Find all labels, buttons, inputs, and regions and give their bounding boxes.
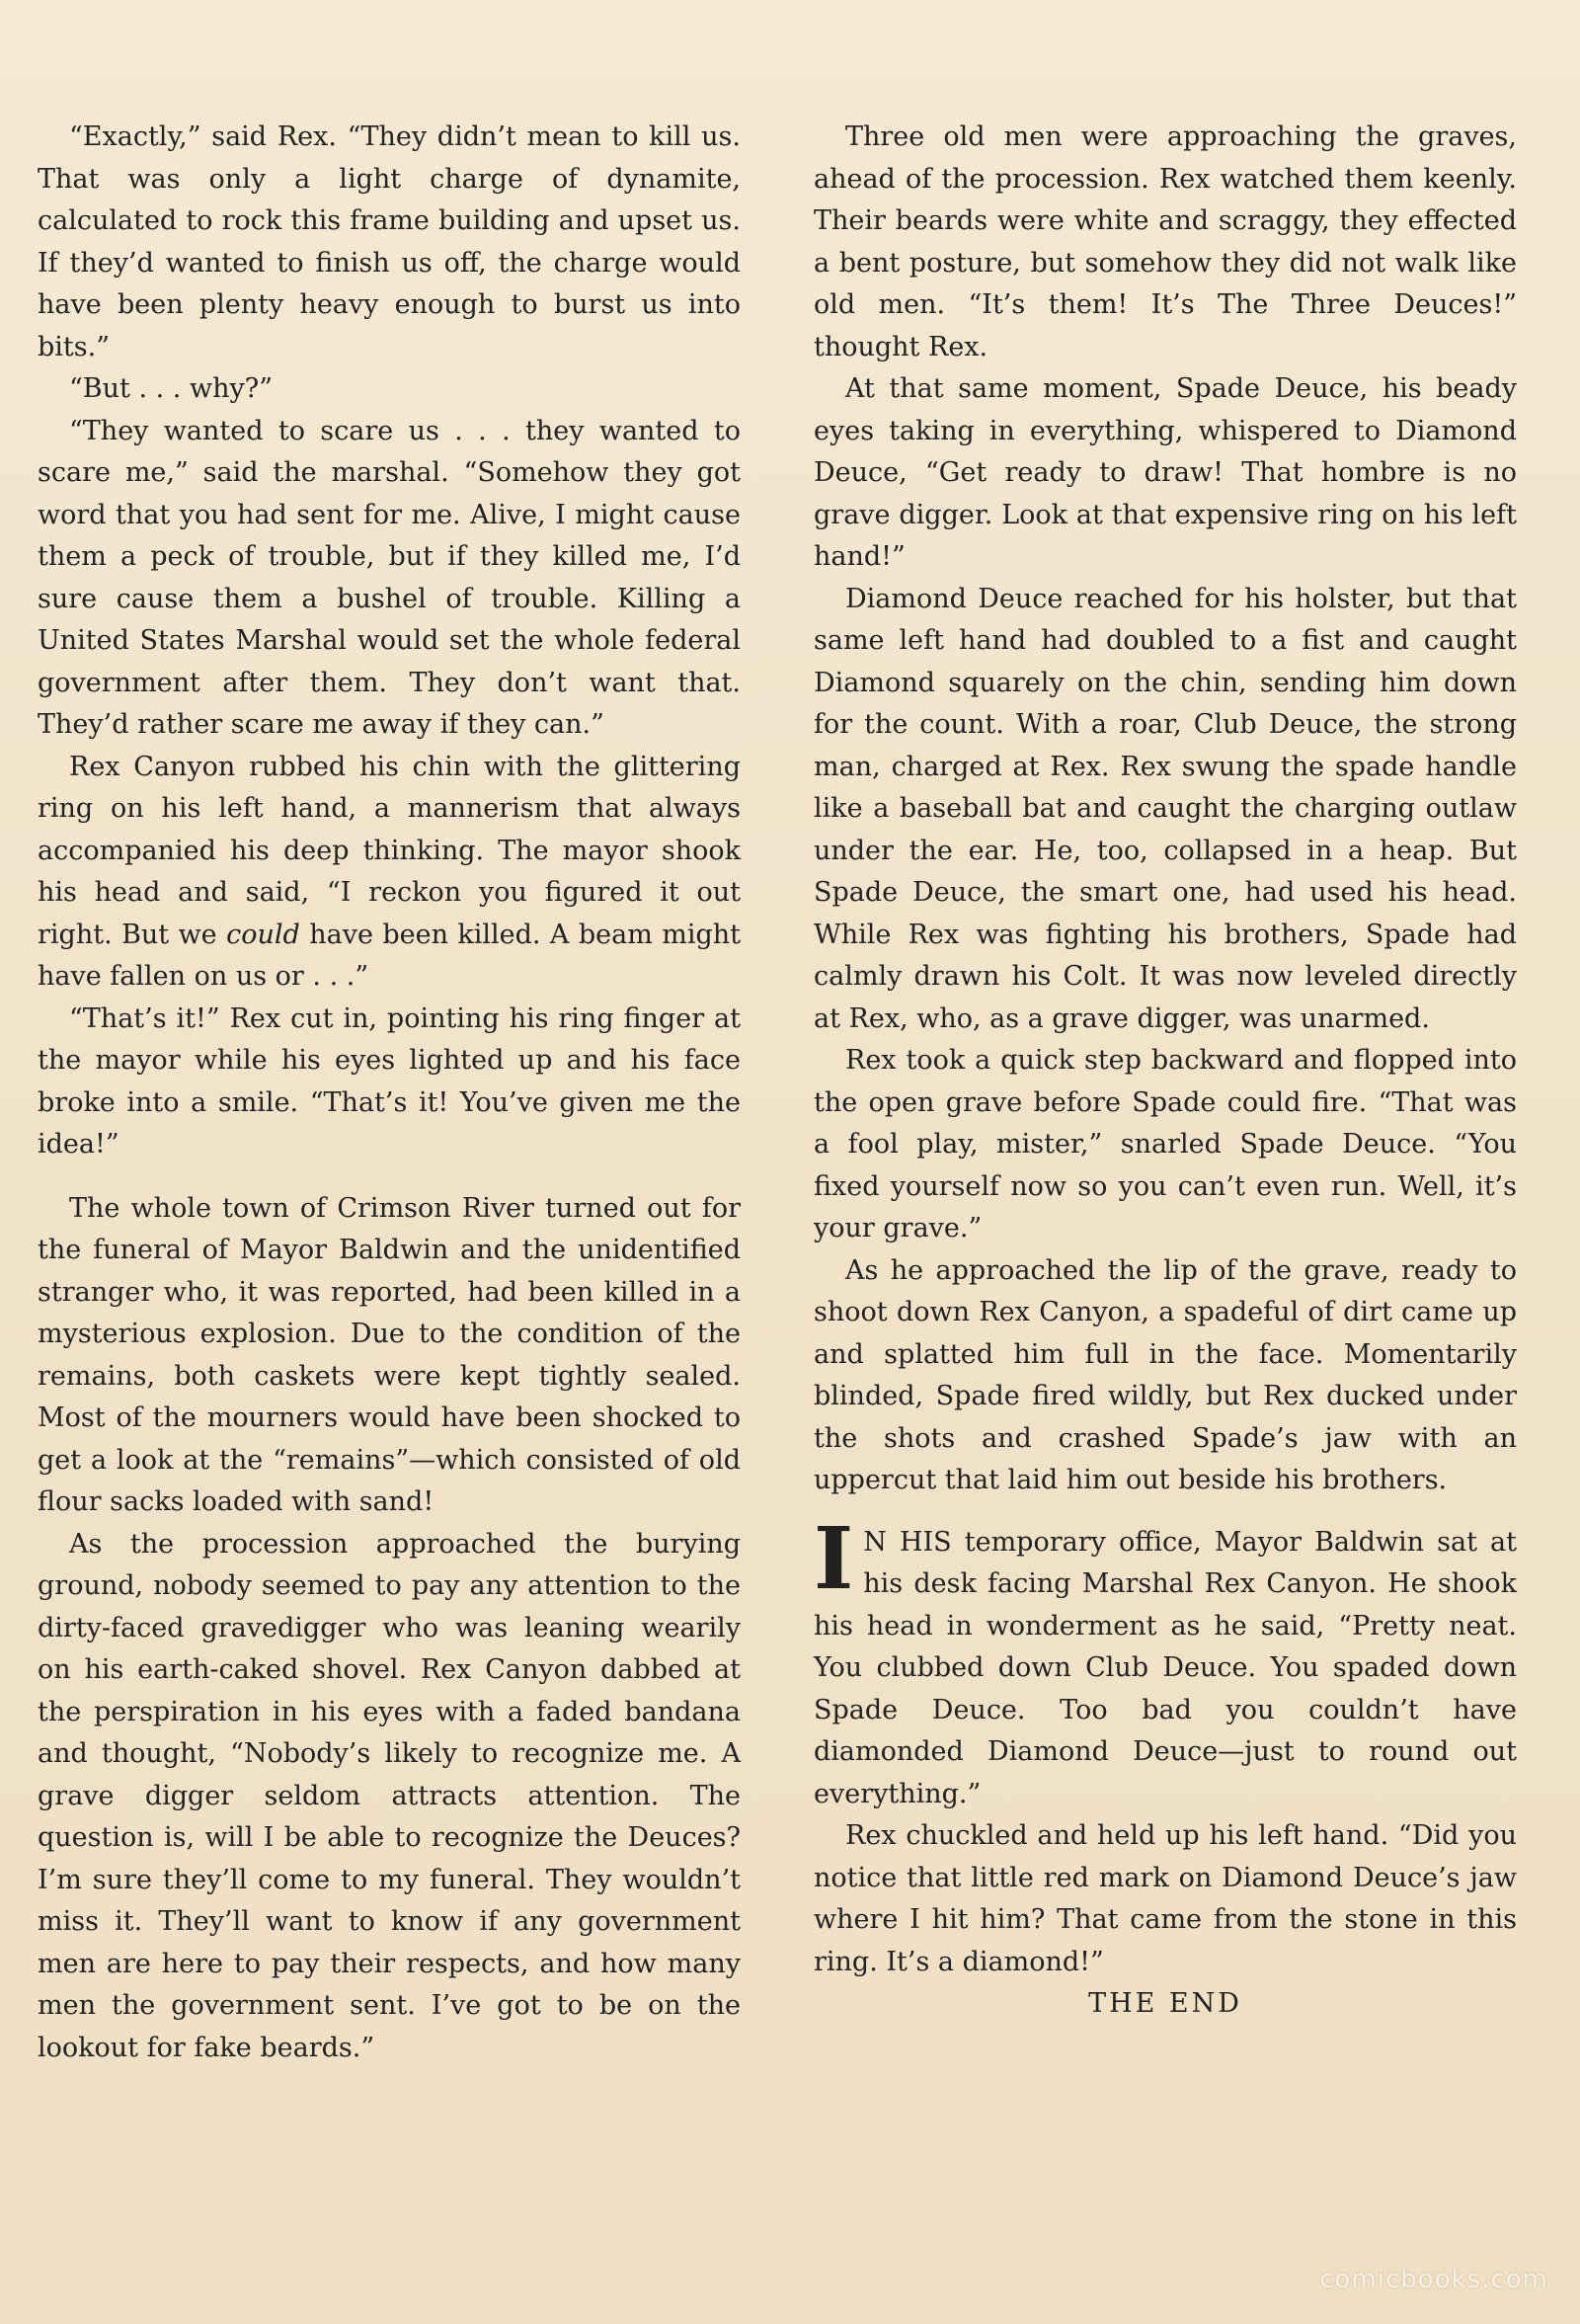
watermark: comicbooks.com [1319,2265,1548,2294]
paragraph: As the procession approached the burying ground, nobody seemed to pay any attention to the dirty-faced gravedigger who was leaning wearily on his earth-caked shovel. Rex Canyon dabbed at the perspiration in his eyes with a faded bandana and thought, “Nobody’s likely to recognize me. A grave digger seldom attracts attention. The question is, will I be able to recognize the Deuces? I’m sure they’ll come to my funeral. They wouldn’t miss it. They’ll want to know if any government men are here to pay their respects, and how many men the government sent. I’ve got to be on the lookout for fake beards.” [38,1528,741,2063]
right-text-column [814,117,1517,2026]
the-end-label: THE END [1088,1988,1242,2019]
paragraph: “They wanted to scare us . . . they wanted to scare me,” said the marshal. “Somehow they got word that you had sent for me. Alive, I might cause them a peck of trouble, but if they killed me, I’d sure cause them a bushel of trouble. Killing a United States Marshal would set the whole federal government after them. They don’t want that. They’d rather scare me away if they can.” [38,415,741,740]
paragraph: Diamond Deuce reached for his holster, but that same left hand had doubled to a fist and caught Diamond squarely on the chin, sending him down for the count. With a roar, Club Deuce, the strong man, charged at Rex. Rex swung the spade handle like a baseball bat and caught the charging outlaw under the ear. He, too, collapsed in a heap. But Spade Deuce, the smart one, had used his head. While Rex was fighting his brothers, Spade had calmly drawn his Colt. It was now leveled directly at Rex, who, as a grave digger, was unarmed. [814,583,1517,1034]
paragraph [38,747,741,999]
paragraph: “That’s it!” Rex cut in, pointing his ring finger at the mayor while his eyes lighted up and his face broke into a smile. “That’s it! You’ve given me the idea!” [38,1002,741,1160]
paragraph: “Exactly,” said Rex. “They didn’t mean to kill us. That was only a light charge of dynamite, calculated to rock this frame building and upset us. If they’d wanted to finish us off, the charge would have been plenty heavy enough to burst us into bits.” [38,121,741,362]
paragraph: Three old men were approaching the graves, ahead of the procession. Rex watched them keenly. Their beards were white and scraggy, they effected a bent posture, but somehow they did not walk like old men. “It’s them! It’s The Three Deuces!” thought Rex. [814,121,1517,362]
paragraph: The whole town of Crimson River turned out for the funeral of Mayor Baldwin and the unidentified stranger who, it was reported, had been killed in a mysterious explosion. Due to the condition of the remains, both caskets were kept tightly sealed. Most of the mourners would have been shocked to get a look at the “remains”—which consisted of old flour sacks loaded with sand! [38,1192,741,1517]
paragraph: Rex chuckled and held up his left hand. “Did you notice that little red mark on Diamond Deuce’s jaw where I hit him? That came from the stone in this ring. It’s a diamond!” [814,1820,1517,1977]
paragraph-text: have been killed. A beam might have fallen on us or . . .” [38,919,741,992]
paragraph: At that same moment, Spade Deuce, his beady eyes taking in everything, whispered to Diamond Deuce, “Get ready to draw! That hombre is no grave digger. Look at that expensive ring on his left hand!” [814,373,1517,572]
drop-cap: I [814,1508,854,1609]
paragraph: As he approached the lip of the grave, ready to shoot down Rex Canyon, a spadeful of dirt came up and splatted him full in the face. Momentarily blinded, Spade fired wildly, but Rex ducked under the shots and crashed Spade’s jaw with an uppercut that laid him out beside his brothers. [814,1254,1517,1495]
paragraph-text: N HIS temporary office, Mayor Baldwin sat at his desk facing Marshal Rex Canyon. He shook his head in wonderment as he said, “Pretty neat. You clubbed down Club Deuce. You spaded down Spade Deuce. Too bad you couldn’t have diamonded Diamond Deuce—just to round out everything.” [814,1526,1517,1809]
emphasized-word: could [226,919,300,950]
paragraph: Rex took a quick step backward and flopped into the open grave before Spade could fire. “That was a fool play, mister,” snarled Spade Deuce. “You fixed yourself now so you can’t even run. Well, it’s your grave.” [814,1045,1517,1243]
paragraph-text: Rex Canyon rubbed his chin with the glittering ring on his left hand, a mannerism that always accompanied his deep thinking. The mayor shook his head and said, “I reckon you figured it out right. But we [38,751,741,950]
paragraph: “But . . . why?” [69,373,273,404]
left-text-column [38,117,741,2069]
paragraph-with-dropcap [814,1508,1517,1816]
